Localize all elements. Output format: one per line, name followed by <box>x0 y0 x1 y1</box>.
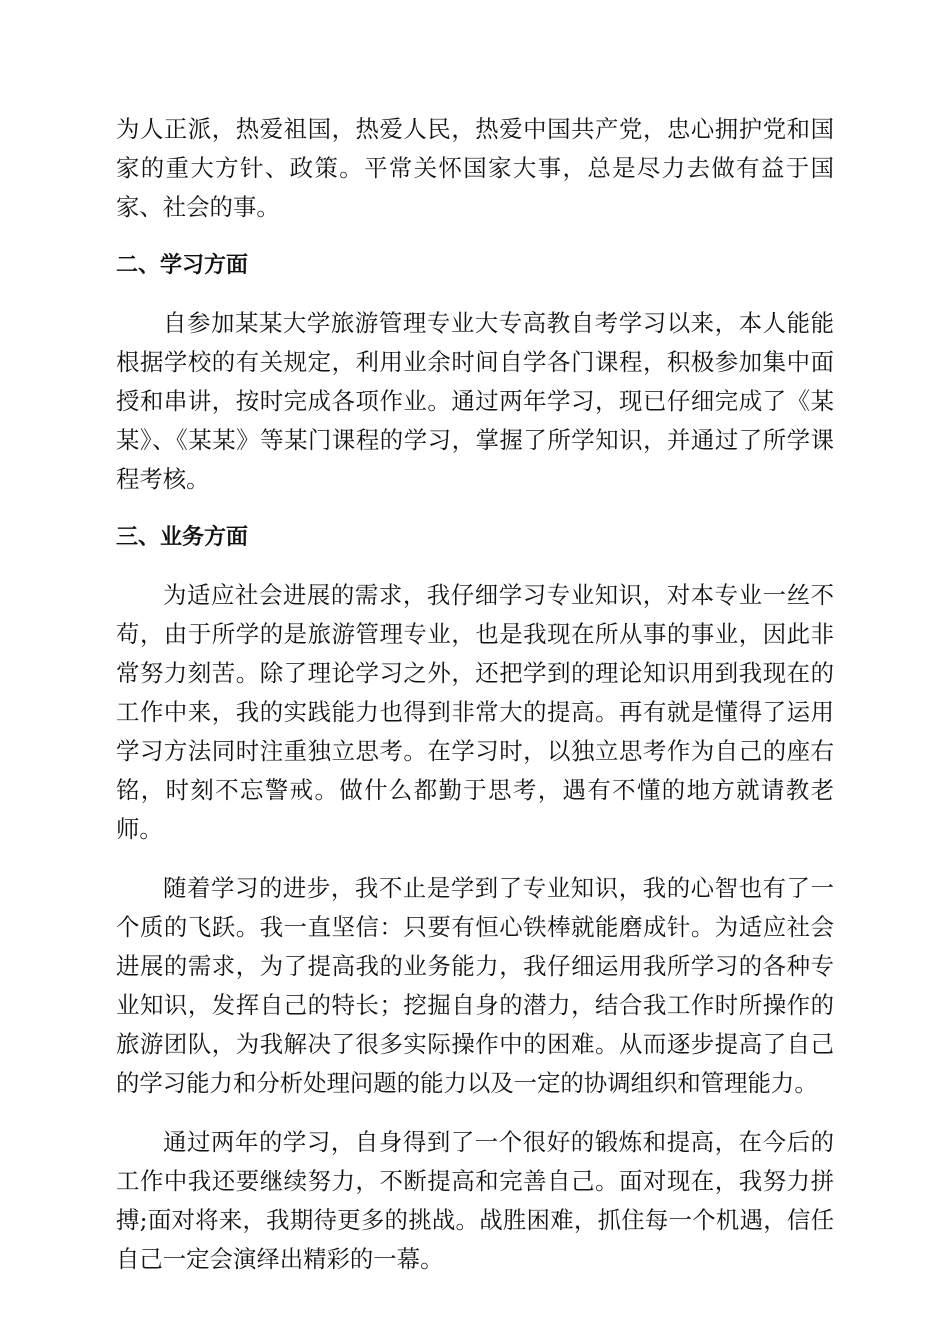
paragraph-study: 自参加某某大学旅游管理专业大专高教自考学习以来，本人能能根据学校的有关规定，利用业余时间自学各门课程，积极参加集中面授和串讲，按时完成各项作业。通过两年学习，现已仔细完成了《某某》、《某某》等某门课程的学习，掌握了所学知识，并通过了所学课程考核。 <box>116 309 834 493</box>
section-heading-work: 三、业务方面 <box>116 525 249 550</box>
document-body <box>116 110 834 1279</box>
spacer <box>116 227 834 246</box>
spacer <box>116 1103 834 1123</box>
spacer <box>116 285 834 304</box>
paragraph-work-1: 为适应社会进展的需求，我仔细学习专业知识，对本专业一丝不苟，由于所学的是旅游管理专业，也是我现在所从事的事业，因此非常努力刻苦。除了理论学习之外，还把学到的理论知识用到我现在的工作中来，我的实践能力也得到非常大的提高。再有就是懂得了运用学习方法同时注重独立思考。在学习时，以独立思考作为自己的座右铭，时刻不忘警戒。做什么都勤于思考，遇有不懂的地方就请教老师。 <box>116 581 834 843</box>
paragraph-political-attitude: 为人正派，热爱祖国，热爱人民，热爱中国共产党，忠心拥护党和国家的重大方针、政策。平常关怀国家大事，总是尽力去做有益于国家、社会的事。 <box>116 115 834 221</box>
spacer <box>116 557 834 576</box>
paragraph-work-2: 随着学习的进步，我不止是学到了专业知识，我的心智也有了一个质的飞跃。我一直坚信：只要有恒心铁棒就能磨成针。为适应社会进展的需求，为了提高我的业务能力，我仔细运用我所学习的各种专业知识，发挥自己的特长；挖掘自身的潜力，结合我工作时所操作的旅游团队，为我解决了很多实际操作中的困难。从而逐步提高了自己的学习能力和分析处理问题的能力以及一定的协调组织和管理能力。 <box>116 874 834 1097</box>
spacer <box>116 849 834 869</box>
spacer <box>116 499 834 518</box>
paragraph-conclusion: 通过两年的学习，自身得到了一个很好的锻炼和提高，在今后的工作中我还要继续努力，不断提高和完善自己。面对现在，我努力拼搏;面对将来，我期待更多的挑战。战胜困难，抓住每一个机遇，信任自己一定会演绎出精彩的一幕。 <box>116 1128 834 1273</box>
section-heading-study: 二、学习方面 <box>116 253 249 278</box>
